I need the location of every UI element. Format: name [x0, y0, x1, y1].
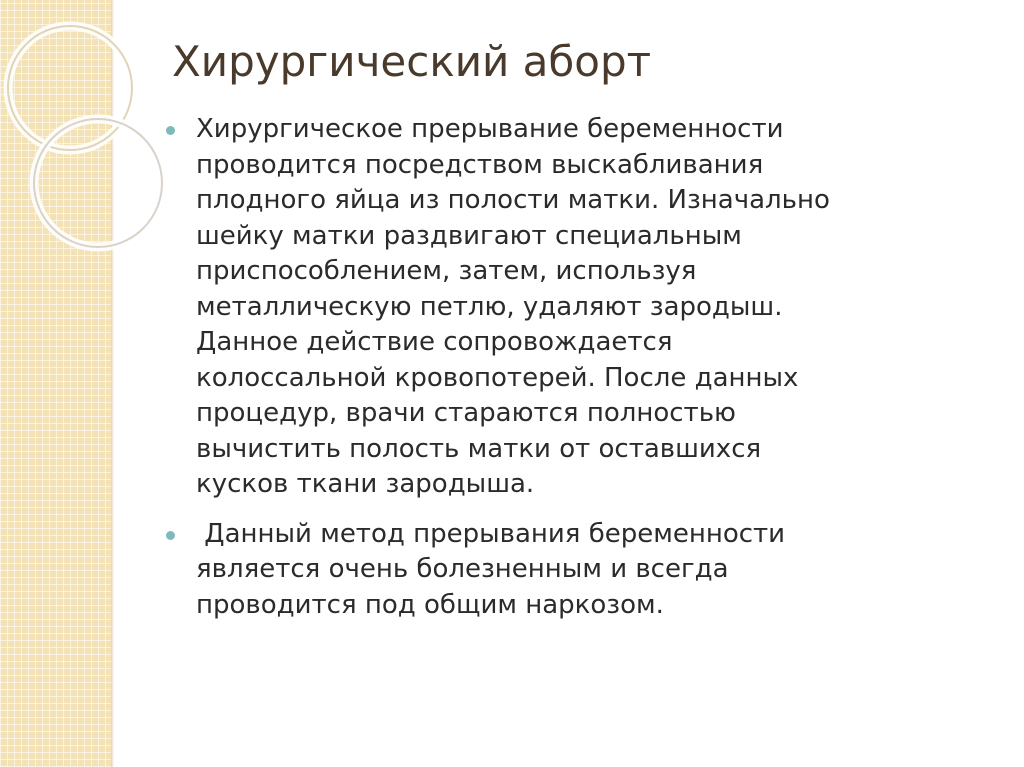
bullet-line: Хирургическое прерывание беременности	[196, 114, 784, 144]
bullet-line: шейку матки раздвигают специальным	[196, 220, 742, 251]
bullet-line: приспособлением, затем, используя	[196, 256, 697, 286]
bullet-line: вычистить полость матки от оставшихся	[196, 433, 762, 464]
slide-title: Хирургический аборт	[172, 37, 652, 86]
bullet-line: является очень болезненным и всегда	[196, 554, 729, 584]
bullet-list	[160, 112, 960, 637]
bullet-line: металлическую петлю, удаляют зародыш.	[196, 291, 783, 322]
bullet-line: проводится под общим наркозом.	[196, 589, 664, 620]
bullet-item-1	[160, 112, 960, 503]
bullet-line: Данное действие сопровождается	[196, 327, 673, 357]
bullet-line: плодного яйца из полости матки. Изначально	[196, 185, 830, 215]
bullet-line: процедур, врачи стараются полностью	[196, 398, 736, 428]
bullet-item-2	[160, 517, 960, 624]
bullet-line: проводится посредством выскабливания	[196, 149, 764, 180]
bullet-line: Данный метод прерывания беременности	[196, 518, 786, 549]
bullet-dot-icon	[166, 126, 175, 135]
bullet-line: кусков ткани зародыша.	[196, 469, 535, 499]
bullet-dot-icon	[166, 531, 175, 540]
bullet-line: колоссальной кровопотерей. После данных	[196, 362, 799, 393]
decorative-rings-icon	[0, 0, 140, 260]
